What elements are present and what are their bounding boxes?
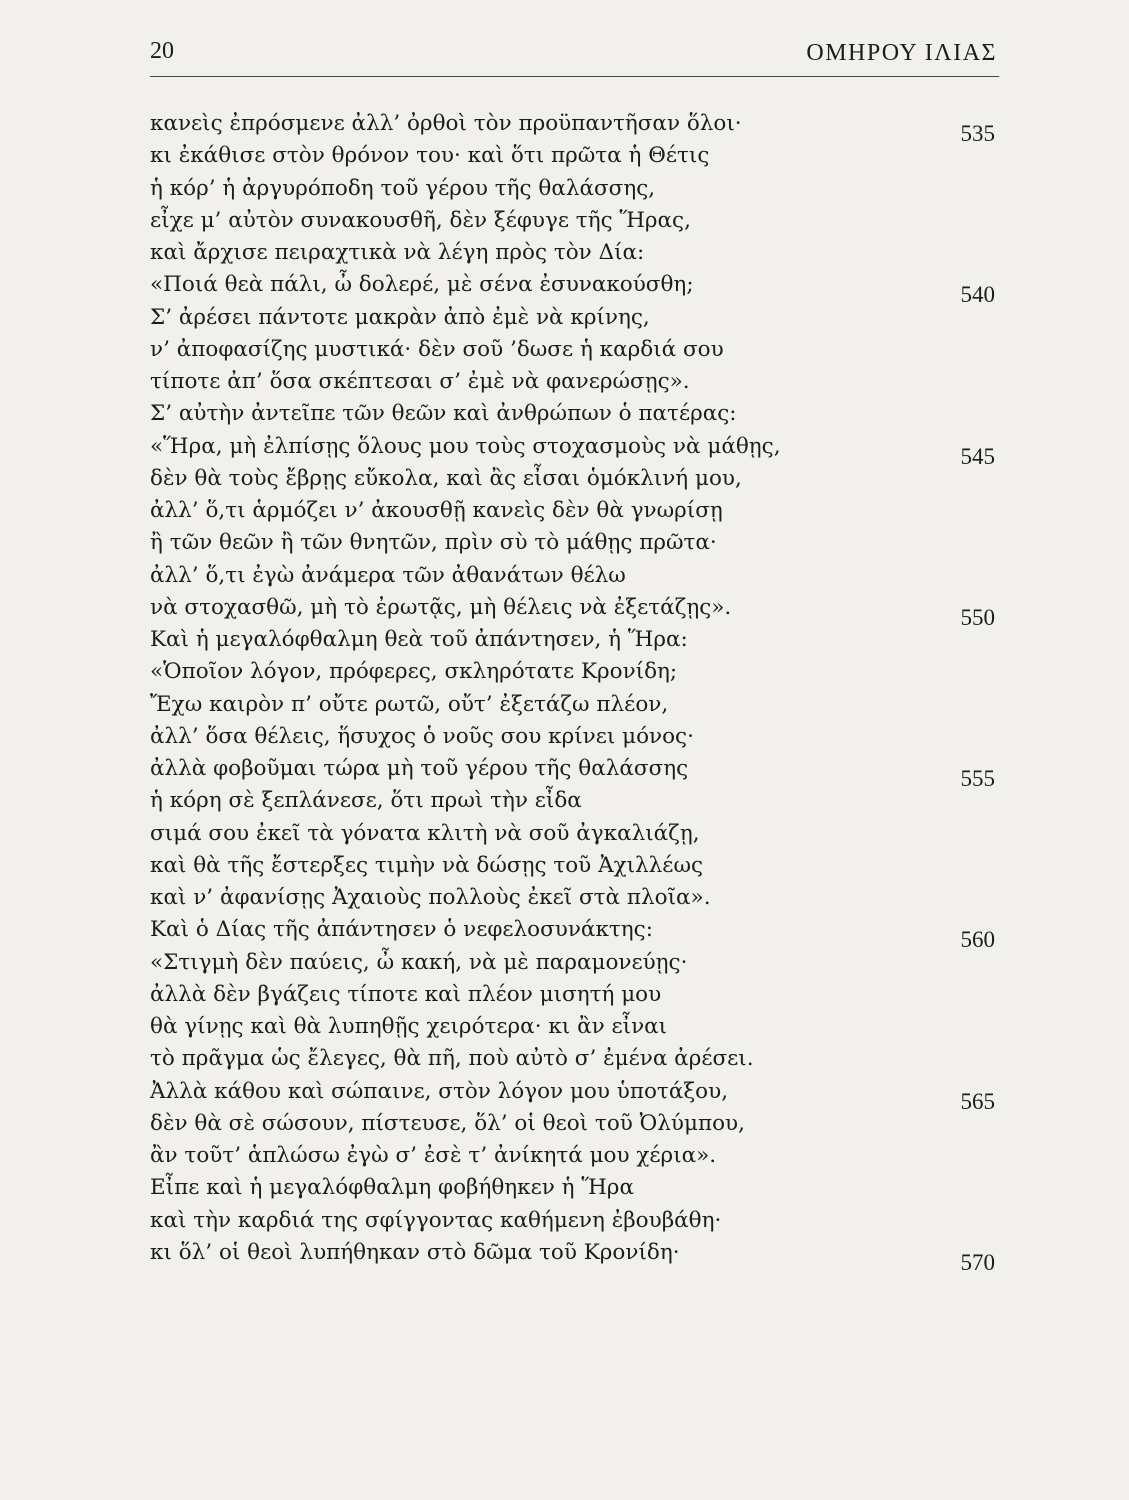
- verse-line: [150, 624, 995, 656]
- verse-text: «Στιγμὴ δὲν παύεις, ὦ κακή, νὰ μὲ παραμονεύῃς·: [150, 949, 688, 975]
- line-number: 540: [960, 282, 995, 308]
- line-number: 535: [960, 121, 995, 146]
- verse-text: Καὶ ὁ Δίας τῆς ἀπάντησεν ὁ νεφελοσυνάκτης:: [150, 917, 653, 943]
- verse-text: κι ὅλ’ οἱ θεοὶ λυπήθηκαν στὸ δῶμα τοῦ Κρονίδη·: [150, 1239, 680, 1265]
- verse-line: [150, 1205, 995, 1237]
- verse-text: σιμά σου ἐκεῖ τὰ γόνατα κλιτὴ νὰ σοῦ ἀγκαλιάζῃ,: [150, 820, 700, 846]
- verse-text: Καὶ ἡ μεγαλόφθαλμη θεὰ τοῦ ἀπάντησεν, ἡ Ἥρα:: [150, 627, 688, 652]
- verse-line: [150, 108, 995, 146]
- verse-list: [150, 108, 995, 1275]
- verse-text: κανεὶς ἐπρόσμενε ἀλλ’ ὀρθοὶ τὸν προϋπαντῆσαν ὅλοι·: [150, 111, 742, 136]
- verse-text: νὰ στοχασθῶ, μὴ τὸ ἐρωτᾷς, μὴ θέλεις νὰ ἐξετάζῃς».: [150, 594, 732, 620]
- verse-line: [150, 463, 995, 495]
- verse-text: θὰ γίνῃς καὶ θὰ λυπηθῇς χειρότερα· κι ἂν εἶναι: [150, 1014, 668, 1039]
- verse-line: [150, 1076, 995, 1114]
- verse-text: Σ’ αὐτὴν ἀντεῖπε τῶν θεῶν καὶ ἀνθρώπων ὁ πατέρας:: [150, 401, 737, 427]
- verse-text: ἢ τῶν θεῶν ἢ τῶν θνητῶν, πρὶν σὺ τὸ μάθῃς πρῶτα·: [150, 530, 717, 556]
- verse-text: «Ὁποῖον λόγον, πρόφερες, σκληρότατε Κρονίδη;: [150, 659, 678, 685]
- verse-line: [150, 269, 995, 308]
- verse-text: ἀλλ’ ὅσα θέλεις, ἥσυχος ὁ νοῦς σου κρίνει μόνος·: [150, 723, 694, 749]
- verse-line: [150, 237, 995, 269]
- verse-line: [150, 785, 995, 817]
- verse-line: [150, 947, 995, 979]
- line-number: 570: [960, 1249, 995, 1275]
- verse-text: Εἶπε καὶ ἡ μεγαλόφθαλμη φοβήθηκεν ἡ Ἥρα: [150, 1175, 634, 1201]
- verse-text: «Ἥρα, μὴ ἐλπίσῃς ὅλους μου τοὺς στοχασμοὺς νὰ μάθῃς,: [150, 433, 781, 459]
- verse-text: καὶ ν’ ἀφανίσῃς Ἀχαιοὺς πολλοὺς ἐκεῖ στὰ πλοῖα».: [150, 885, 711, 910]
- line-number: 545: [960, 443, 995, 469]
- verse-line: [150, 205, 995, 237]
- verse-text: τὸ πρᾶγμα ὡς ἔλεγες, θὰ πῆ, ποὺ αὐτὸ σ’ ἐμένα ἀρέσει.: [150, 1046, 754, 1072]
- verse-text: ἂν τοῦτ’ ἁπλώσω ἐγὼ σ’ ἐσὲ τ’ ἀνίκητά μου χέρια».: [150, 1143, 717, 1168]
- verse-text: ἀλλ’ ὅ,τι ἁρμόζει ν’ ἀκουσθῇ κανεὶς δὲν θὰ γνωρίσῃ: [150, 498, 723, 523]
- verse-line: [150, 140, 995, 172]
- verse-line: [150, 398, 995, 430]
- verse-line: [150, 592, 995, 630]
- header-rule: [150, 76, 999, 77]
- verse-line: [150, 334, 995, 366]
- verse-line: [150, 1140, 995, 1172]
- verse-text: τίποτε ἀπ’ ὅσα σκέπτεσαι σ’ ἐμὲ νὰ φανερώσῃς».: [150, 369, 690, 394]
- verse-text: «Ποιά θεὰ πάλι, ὦ δολερέ, μὲ σένα ἐσυνακούσθη;: [150, 272, 694, 298]
- verse-line: [150, 1043, 995, 1075]
- verse-line: [150, 914, 995, 953]
- line-number: 560: [960, 927, 995, 953]
- verse-line: [150, 1011, 995, 1043]
- verse-line: [150, 850, 995, 882]
- verse-line: [150, 173, 995, 205]
- verse-line: [150, 689, 995, 721]
- verse-text: ἡ κόρ’ ἡ ἀργυρόποδη τοῦ γέρου τῆς θαλάσσης,: [150, 175, 656, 201]
- verse-text: Σ’ ἀρέσει πάντοτε μακρὰν ἀπὸ ἐμὲ νὰ κρίνης,: [150, 304, 650, 330]
- verse-line: [150, 721, 995, 753]
- line-number: 565: [960, 1088, 995, 1114]
- verse-line: [150, 366, 995, 398]
- verse-line: [150, 302, 995, 334]
- verse-line: [150, 656, 995, 688]
- verse-line: [150, 1108, 995, 1140]
- verse-line: [150, 818, 995, 850]
- verse-line: [150, 1237, 995, 1275]
- line-number: 555: [960, 766, 995, 791]
- verse-text: Ἔχω καιρὸν π’ οὔτε ρωτῶ, οὔτ’ ἐξετάζω πλέον,: [150, 691, 669, 717]
- verse-text: ἀλλ’ ὅ,τι ἐγὼ ἀνάμερα τῶν ἀθανάτων θέλω: [150, 562, 626, 588]
- verse-text: κι ἐκάθισε στὸν θρόνον του· καὶ ὅτι πρῶτα ἡ Θέτις: [150, 143, 710, 169]
- verse-text: ἡ κόρη σὲ ξεπλάνεσε, ὅτι πρωὶ τὴν εἶδα: [150, 788, 582, 814]
- verse-text: καὶ θὰ τῆς ἔστερξες τιμὴν νὰ δώσῃς τοῦ Ἀχιλλέως: [150, 852, 704, 878]
- verse-text: ἀλλὰ δὲν βγάζεις τίποτε καὶ πλέον μισητή μου: [150, 981, 662, 1007]
- verse-text: δὲν θὰ σὲ σώσουν, πίστευσε, ὅλ’ οἱ θεοὶ τοῦ Ὀλύμπου,: [150, 1110, 745, 1136]
- verse-text: ν’ ἀποφασίζης μυστικά· δὲν σοῦ ’δωσε ἡ καρδιά σου: [150, 336, 724, 362]
- verse-line: [150, 431, 995, 469]
- verse-text: καὶ ἄρχισε πειραχτικὰ νὰ λέγη πρὸς τὸν Δία:: [150, 240, 645, 265]
- running-title: ΟΜΗΡΟΥ ΙΛΙΑΣ: [806, 40, 997, 66]
- verse-line: [150, 979, 995, 1011]
- verse-text: δὲν θὰ τοὺς ἔβρῃς εὔκολα, καὶ ἂς εἶσαι ὁμόκλινή μου,: [150, 465, 742, 491]
- verse-line: [150, 753, 995, 791]
- verse-line: [150, 882, 995, 914]
- verse-line: [150, 560, 995, 592]
- page-number: 20: [150, 38, 174, 64]
- verse-line: [150, 495, 995, 527]
- line-number: 550: [960, 604, 995, 630]
- verse-line: [150, 527, 995, 559]
- verse-text: ἀλλὰ φοβοῦμαι τώρα μὴ τοῦ γέρου τῆς θαλάσσης: [150, 756, 689, 781]
- verse-text: καὶ τὴν καρδιά της σφίγγοντας καθήμενη ἐβουβάθη·: [150, 1207, 722, 1233]
- verse-text: Ἀλλὰ κάθου καὶ σώπαινε, στὸν λόγον μου ὑποτάξου,: [150, 1078, 729, 1104]
- verse-text: εἶχε μ’ αὐτὸν συνακουσθῆ, δὲν ξέφυγε τῆς Ἥρας,: [150, 207, 691, 233]
- verse-line: [150, 1172, 995, 1204]
